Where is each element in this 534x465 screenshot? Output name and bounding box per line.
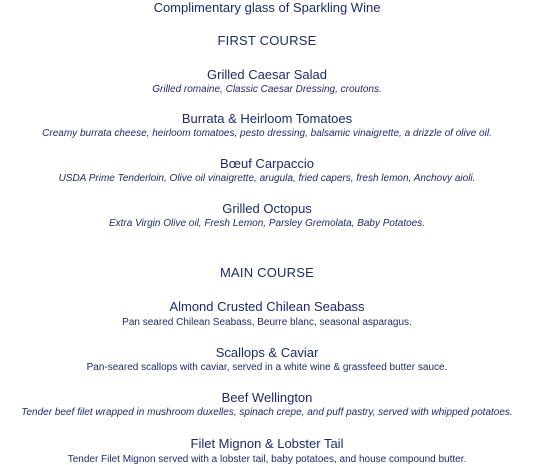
dish-name: Scallops & Caviar — [215, 345, 319, 360]
dish-description: USDA Prime Tenderloin, Olive oil vinaigrette, arugula, fried capers, fresh lemon, Anchovy aioli. — [58, 173, 476, 184]
dish-name: Filet Mignon & Lobster Tail — [190, 436, 344, 451]
dish-description: Tender Filet Mignon served with a lobster tail, baby potatoes, and house compound butter. — [67, 454, 467, 465]
main-course-title: MAIN COURSE — [220, 265, 314, 280]
dish-name: Almond Crusted Chilean Seabass — [169, 299, 365, 314]
dish-description: Tender beef filet wrapped in mushroom duxelles, spinach crepe, and puff pastry, served with whipped potatoes. — [21, 407, 513, 418]
dish-description: Creamy burrata cheese, heirloom tomatoes, pesto dressing, balsamic vinaigrette, a drizzle of olive oil. — [42, 128, 492, 139]
dish-name: Grilled Caesar Salad — [207, 67, 327, 82]
dish-name: Beef Wellington — [221, 390, 313, 405]
dish-name: Burrata & Heirloom Tomatoes — [181, 111, 353, 126]
dish-name: Grilled Octopus — [222, 201, 312, 216]
dish-description: Pan seared Chilean Seabass, Beurre blanc, seasonal asparagus. — [122, 317, 412, 328]
dish-name: Bœuf Carpaccio — [220, 156, 314, 171]
first-course-title: FIRST COURSE — [217, 33, 317, 48]
dish-description: Pan-seared scallops with caviar, served in a white wine & grassfeed butter sauce. — [86, 362, 448, 373]
dish-description: Extra Virgin Olive oil, Fresh Lemon, Parsley Gremolata, Baby Potatoes. — [108, 218, 426, 229]
intro-text: Complimentary glass of Sparkling Wine — [153, 0, 381, 15]
dish-description: Grilled romaine, Classic Caesar Dressing, croutons. — [152, 84, 382, 95]
